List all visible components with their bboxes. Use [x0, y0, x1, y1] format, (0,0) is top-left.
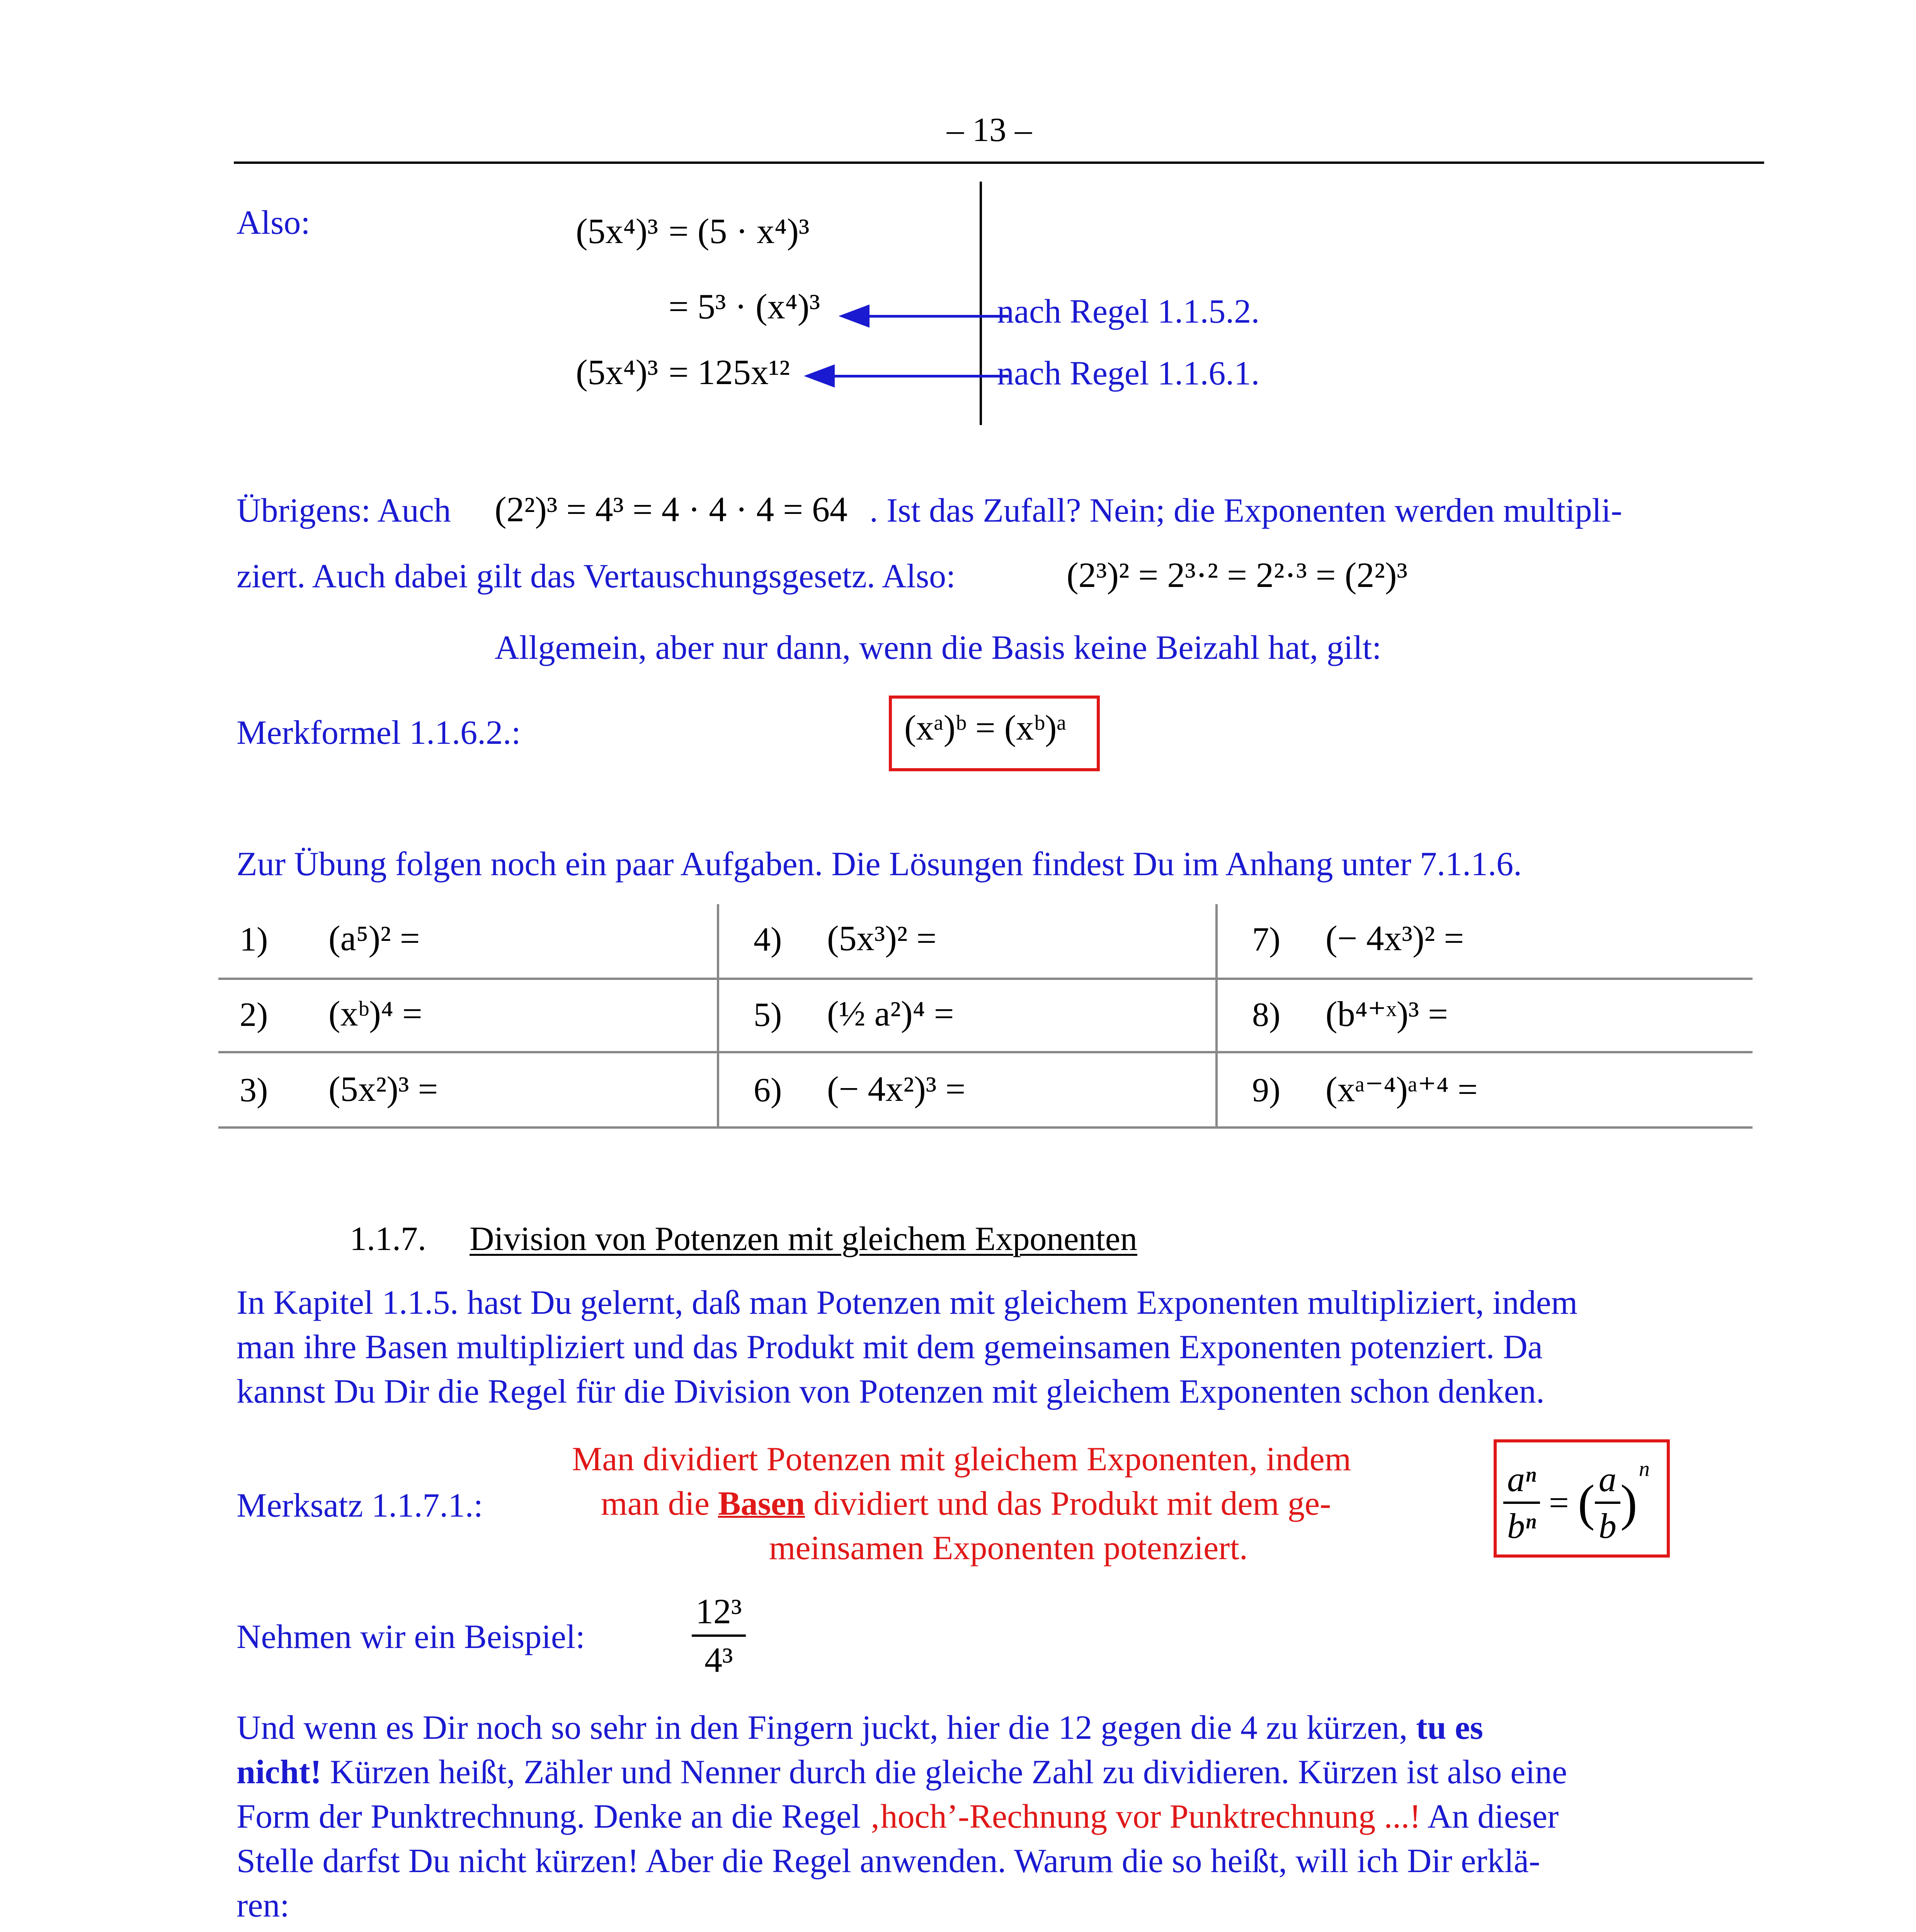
also-line3-rhs: = 125x¹²: [669, 352, 790, 392]
task-8-expr: (b⁴⁺ˣ)³ =: [1326, 994, 1448, 1034]
task-4-number: 4): [754, 921, 782, 958]
task-2-expr: (xᵇ)⁴ =: [328, 994, 422, 1033]
task-3-number: 3): [240, 1071, 268, 1109]
merksatz-line-2: [601, 1482, 1331, 1526]
rule1-text: nach Regel 1.1.5.2.: [997, 293, 1260, 330]
warning-tu-es: tu es: [1416, 1709, 1483, 1747]
allgemein-text: Allgemein, aber nur dann, wenn die Basis keine Beizahl hat, gilt:: [495, 629, 1382, 667]
merksatz-line-1: Man dividiert Potenzen mit gleichem Exponenten, indem: [572, 1440, 1351, 1478]
warning-line-1: [237, 1706, 1483, 1750]
also-label: Also:: [237, 204, 310, 242]
warning-line-4: Stelle darfst Du nicht kürzen! Aber die Regel anwenden. Warum die so heißt, will ich Dir erklä-: [237, 1842, 1540, 1880]
task-7-expr: (− 4x³)² =: [1326, 918, 1464, 958]
task-4-expr: (5x³)² =: [827, 918, 937, 958]
merksatz-line-2-pre: man die: [601, 1485, 718, 1522]
table-rule-2: [218, 1051, 1753, 1053]
uebrigens-math2: (2³)² = 2³·² = 2²·³ = (2²)³: [1067, 555, 1408, 595]
merksatz-formula: $\frac{\text{aⁿ}}{\text{bⁿ}}$ = ( $\frac{a}{b}$ )$^n$: [1503, 1447, 1650, 1548]
task-5-number: 5): [754, 996, 782, 1034]
rule2-arrow-head: [804, 364, 835, 388]
beispiel-label: Nehmen wir ein Beispiel:: [237, 1618, 585, 1656]
warning-line-3-post: An dieser: [1421, 1798, 1559, 1835]
uebrigens-suffix: . Ist das Zufall? Nein; die Exponenten werden multipli-: [870, 492, 1622, 529]
warning-line-3: [237, 1795, 1559, 1839]
merksatz-rhs-den: b: [1598, 1506, 1617, 1546]
section-number: 1.1.7.: [350, 1220, 426, 1258]
beispiel-den: 4³: [704, 1640, 733, 1680]
task-9-number: 9): [1252, 1071, 1281, 1109]
uebung-intro: Zur Übung folgen noch ein paar Aufgaben. Die Lösungen findest Du im Anhang unter 7.1.1.6.: [237, 845, 1522, 883]
rule1-arrow-head: [839, 304, 870, 328]
warning-line-2: [237, 1750, 1567, 1794]
beispiel-num: 12³: [692, 1588, 746, 1637]
also-line1-rhs: = (5 · x⁴)³: [669, 211, 810, 251]
task-7-number: 7): [1252, 921, 1281, 958]
page-number: – 13 –: [947, 111, 1032, 149]
header-rule: [234, 162, 1764, 164]
task-1-number: 1): [240, 921, 268, 958]
section-title: Division von Potenzen mit gleichem Exponenten: [470, 1220, 1137, 1258]
task-6-expr: (− 4x²)³ =: [827, 1069, 966, 1109]
warning-rule: ‚hoch’-Rechnung vor Punktrechnung ...!: [869, 1798, 1421, 1835]
task-1-expr: (a⁵)² =: [328, 918, 420, 958]
merkformel-label: Merkformel 1.1.6.2.:: [237, 714, 521, 752]
intro-line-2: man ihre Basen multipliziert und das Produkt mit dem gemeinsamen Exponenten potenziert. Da: [237, 1328, 1543, 1366]
warning-line-1-pre: Und wenn es Dir noch so sehr in den Fingern juckt, hier die 12 gegen die 4 zu kürzen,: [237, 1709, 1416, 1747]
warning-nicht: nicht!: [237, 1753, 322, 1791]
merksatz-lhs-fraction: [1503, 1457, 1540, 1548]
merksatz-basen: Basen: [718, 1485, 805, 1522]
intro-line-1: In Kapitel 1.1.5. hast Du gelernt, daß man Potenzen mit gleichem Exponenten multipliziert, indem: [237, 1284, 1578, 1321]
rule1-arrow-line: [866, 315, 1009, 318]
beispiel-fraction: [692, 1588, 746, 1683]
merksatz-rhs-fraction: [1595, 1457, 1620, 1548]
also-line3-lhs: (5x⁴)³: [576, 352, 658, 392]
also-divider: [980, 182, 982, 425]
merksatz-lhs-den: bⁿ: [1507, 1506, 1536, 1546]
uebrigens-math1: (2²)³ = 4³ = 4 · 4 · 4 = 64: [495, 490, 847, 529]
also-line1-lhs: (5x⁴)³: [576, 211, 658, 251]
warning-line-3-pre: Form der Punktrechnung. Denke an die Regel: [237, 1798, 870, 1835]
merkformel-formula: (xᵃ)ᵇ = (xᵇ)ᵃ: [904, 708, 1067, 747]
merksatz-lhs-num: aⁿ: [1503, 1457, 1540, 1504]
table-col-2: [1215, 904, 1218, 1128]
task-5-expr: (½ a²)⁴ =: [827, 994, 954, 1033]
rule2-arrow-line: [831, 375, 1009, 378]
warning-line-2-post: Kürzen heißt, Zähler und Nenner durch die gleiche Zahl zu dividieren. Kürzen ist also eine: [322, 1753, 1567, 1791]
table-rule-3: [218, 1126, 1753, 1129]
merksatz-equals: =: [1548, 1483, 1569, 1522]
merksatz-line-3: meinsamen Exponenten potenziert.: [769, 1529, 1248, 1567]
uebrigens-prefix: Übrigens: Auch: [237, 492, 451, 529]
merksatz-rhs-num: a: [1595, 1457, 1620, 1504]
task-6-number: 6): [754, 1071, 782, 1109]
intro-line-3: kannst Du Dir die Regel für die Division von Potenzen mit gleichem Exponenten schon denken.: [237, 1373, 1545, 1410]
task-8-number: 8): [1252, 996, 1281, 1034]
merksatz-label: Merksatz 1.1.7.1.:: [237, 1487, 483, 1524]
also-line2-rhs: = 5³ · (x⁴)³: [669, 287, 820, 326]
rule2-text: nach Regel 1.1.6.1.: [997, 355, 1260, 392]
task-2-number: 2): [240, 996, 268, 1034]
uebrigens-line2: ziert. Auch dabei gilt das Vertauschungsgesetz. Also:: [237, 558, 956, 595]
warning-line-5: ren:: [237, 1887, 289, 1924]
task-3-expr: (5x²)³ =: [328, 1069, 438, 1109]
merksatz-exp: n: [1639, 1457, 1650, 1481]
table-rule-1: [218, 978, 1753, 980]
merksatz-line-2-post: dividiert und das Produkt mit dem ge-: [805, 1485, 1331, 1522]
task-9-expr: (xᵃ⁻⁴)ᵃ⁺⁴ =: [1326, 1070, 1478, 1109]
table-col-1: [717, 904, 719, 1128]
